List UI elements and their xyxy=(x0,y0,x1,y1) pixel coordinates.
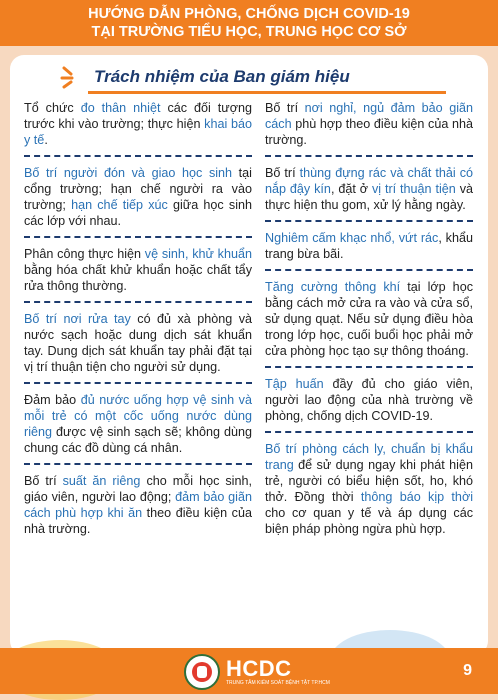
guideline-item xyxy=(24,246,252,294)
highlighted-text: Bố trí người đón và giao học sinh xyxy=(24,166,233,180)
guideline-item xyxy=(265,376,473,424)
header-banner xyxy=(0,0,498,46)
guideline-item xyxy=(265,230,473,262)
body-text: cho mỗi học sinh, giáo viên, người lao động; xyxy=(24,474,252,504)
guideline-item xyxy=(24,311,252,375)
highlighted-text: thùng đựng rác và chất thải có nắp đậy kín xyxy=(265,166,473,196)
body-text: để sử dụng ngay khi phát hiện trẻ, người có biểu hiện sốt, ho, khó thở. Đồng thời xyxy=(265,458,473,504)
body-text: các đối tượng trước khi vào trường; thực hiện xyxy=(24,101,252,131)
dashed-divider xyxy=(265,155,473,157)
body-text: Bố trí xyxy=(265,101,305,115)
highlighted-text: Tăng cường thông khí xyxy=(265,280,401,294)
sparkle-icon xyxy=(60,65,86,89)
body-text: theo điều kiện của nhà trường. xyxy=(24,506,252,536)
highlighted-text: thông báo kịp thời xyxy=(360,490,473,504)
guideline-item xyxy=(24,165,252,229)
guideline-item xyxy=(24,392,252,456)
highlighted-text: nơi nghỉ, ngủ đảm bảo giãn cách xyxy=(265,101,473,131)
body-text: phù hợp theo điều kiện của nhà trường. xyxy=(265,117,473,147)
guideline-item xyxy=(265,100,473,148)
body-text: tại cổng trường; hạn chế người ra vào trường; xyxy=(24,166,252,212)
body-text: cho cơ quan y tế và áp dụng các biện pháp phòng ngừa phù hợp. xyxy=(265,506,473,536)
body-text: giữa học sinh các lớp với nhau. xyxy=(24,198,252,228)
dashed-divider xyxy=(265,220,473,222)
dashed-divider xyxy=(24,463,252,465)
right-column xyxy=(265,100,473,537)
guideline-item xyxy=(24,100,252,148)
logo-name: HCDC xyxy=(226,655,292,681)
highlighted-text: suất ăn riêng xyxy=(62,474,141,488)
header-line-1: HƯỚNG DẪN PHÒNG, CHỐNG DỊCH COVID-19 xyxy=(88,6,410,22)
body-text: có đủ xà phòng và nước sạch hoặc dung dịch sát khuẩn tay. Dung dịch sát khuẩn tay phải đặt tại vị trí thuận tiện cho người sử dụng. xyxy=(24,312,252,374)
dashed-divider xyxy=(24,155,252,157)
highlighted-text: đảm bảo giãn cách phù hợp khi ăn xyxy=(24,490,252,520)
logo-text xyxy=(226,655,330,687)
dashed-divider xyxy=(265,269,473,271)
dashed-divider xyxy=(265,431,473,433)
left-column xyxy=(24,100,252,537)
highlighted-text: đủ nước uống hợp vệ sinh và mỗi trẻ có một cốc uống nước dùng riêng xyxy=(24,393,252,439)
section-title-row xyxy=(60,64,350,90)
dashed-divider xyxy=(24,301,252,303)
page-number: 9 xyxy=(463,662,472,679)
body-text: Đảm bảo xyxy=(24,393,81,407)
body-text: được vệ sinh sạch sẽ; không dùng chung các đồ dùng cá nhân. xyxy=(24,425,252,455)
body-text: tại lớp học bằng cách mở cửa ra vào và cửa sổ, sử dụng quạt. Nếu sử dụng điều hòa trong lớp học, cuối buổi học phải mở cửa phòng học tạo sự thông thoáng. xyxy=(265,280,473,358)
guideline-item xyxy=(265,441,473,537)
body-text: bằng hóa chất khử khuẩn hoặc chất tẩy rửa thông thường. xyxy=(24,263,252,293)
dashed-divider xyxy=(24,236,252,238)
dashed-divider xyxy=(24,382,252,384)
title-underline xyxy=(88,91,446,94)
body-text: , khẩu trang bừa bãi. xyxy=(265,231,473,261)
highlighted-text: Bố trí phòng cách ly, chuẩn bị khẩu trang xyxy=(265,442,473,472)
dashed-divider xyxy=(265,366,473,368)
guideline-item xyxy=(265,165,473,213)
body-text: , đặt ở xyxy=(330,182,372,196)
guideline-item xyxy=(24,473,252,537)
body-text: Bố trí xyxy=(265,166,300,180)
body-text: và thực hiện thu gom, xử lý hằng ngày. xyxy=(265,182,473,212)
section-title: Trách nhiệm của Ban giám hiệu xyxy=(94,67,350,86)
hcdc-logo xyxy=(184,654,330,690)
body-text: Phân công thực hiện xyxy=(24,247,145,261)
highlighted-text: hạn chế tiếp xúc xyxy=(71,198,168,212)
header-line-2: TẠI TRƯỜNG TIỂU HỌC, TRUNG HỌC CƠ SỞ xyxy=(91,24,407,40)
hcdc-emblem-icon xyxy=(184,654,220,690)
highlighted-text: đo thân nhiệt xyxy=(80,101,161,115)
highlighted-text: Bố trí nơi rửa tay xyxy=(24,312,131,326)
body-text: Bố trí xyxy=(24,474,63,488)
highlighted-text: khai báo y tế xyxy=(24,117,252,147)
logo-subtext: TRUNG TÂM KIỂM SOÁT BỆNH TẬT TP.HCM xyxy=(226,679,330,686)
highlighted-text: vệ sinh, khử khuẩn xyxy=(144,247,252,261)
highlighted-text: Nghiêm cấm khạc nhổ, vứt rác xyxy=(265,231,439,245)
highlighted-text: Tập huấn xyxy=(265,377,324,391)
body-text: . xyxy=(44,133,48,147)
guideline-item xyxy=(265,279,473,359)
body-text: đầy đủ cho giáo viên, người lao động của nhà trường về phòng, chống dịch COVID-19. xyxy=(265,377,473,423)
body-text: Tổ chức xyxy=(24,101,81,115)
highlighted-text: vị trí thuận tiện xyxy=(371,182,456,196)
